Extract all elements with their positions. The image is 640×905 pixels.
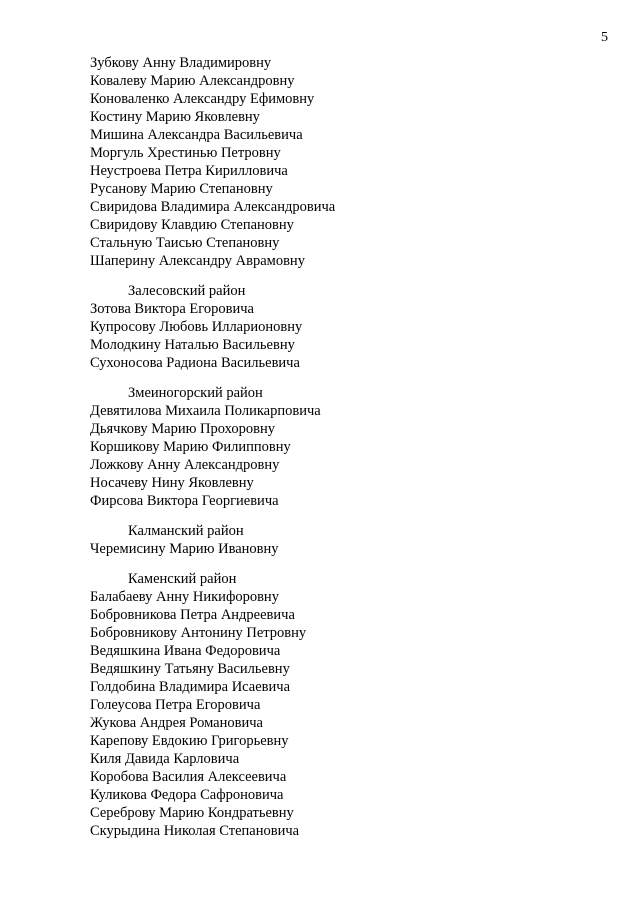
person-name: Жукова Андрея Романовича: [90, 715, 263, 731]
person-name: Бобровникова Петра Андреевича: [90, 607, 295, 623]
person-name: Девятилова Михаила Поликарповича: [90, 403, 321, 419]
person-name: Шаперину Александру Аврамовну: [90, 253, 305, 269]
person-name: Русанову Марию Степановну: [90, 181, 273, 197]
person-name: Ведяшкину Татьяну Васильевну: [90, 661, 290, 677]
district-title: Залесовский район: [128, 283, 246, 299]
person-name: Сереброву Марию Кондратьевну: [90, 805, 294, 821]
person-name: Купросову Любовь Илларионовну: [90, 319, 303, 335]
document-body: [90, 54, 610, 840]
person-name: Куликова Федора Сафроновича: [90, 787, 284, 803]
person-name: Балабаеву Анну Никифоровну: [90, 589, 279, 605]
person-name: Носачеву Нину Яковлевну: [90, 475, 254, 491]
person-name: Зотова Виктора Егоровича: [90, 301, 254, 317]
district-section: [90, 384, 610, 510]
district-title: Каменский район: [128, 571, 237, 587]
district-sections: [90, 282, 610, 840]
district-section: [90, 282, 610, 372]
person-name: Бобровникову Антонину Петровну: [90, 625, 307, 641]
intro-name-list: [90, 54, 610, 270]
person-name: Сухоносова Радиона Васильевича: [90, 355, 300, 371]
person-name: Голдобина Владимира Исаевича: [90, 679, 291, 695]
person-name: Карепову Евдокию Григорьевну: [90, 733, 289, 749]
person-name: Зубкову Анну Владимировну: [90, 55, 272, 71]
person-name: Ведяшкина Ивана Федоровича: [90, 643, 281, 659]
person-name: Костину Марию Яковлевну: [90, 109, 260, 125]
district-title: Змеиногорский район: [128, 385, 263, 401]
person-name: Ковалеву Марию Александровну: [90, 73, 295, 89]
person-name: Фирсова Виктора Георгиевича: [90, 493, 279, 509]
person-name: Моргуль Хрестинью Петровну: [90, 145, 281, 161]
person-name: Свиридову Клавдию Степановну: [90, 217, 294, 233]
person-name: Скурыдина Николая Степановича: [90, 823, 300, 839]
person-name: Мишина Александра Васильевича: [90, 127, 303, 143]
district-section: [90, 522, 610, 558]
person-name: Молодкину Наталью Васильевну: [90, 337, 295, 353]
district-section: [90, 570, 610, 840]
person-name: Неустроева Петра Кирилловича: [90, 163, 288, 179]
page-number: 5: [601, 30, 608, 45]
person-name: Дьячкову Марию Прохоровну: [90, 421, 275, 437]
person-name: Черемисину Марию Ивановну: [90, 541, 279, 557]
person-name: Коноваленко Александру Ефимовну: [90, 91, 315, 107]
person-name: Коршикову Марию Филипповну: [90, 439, 291, 455]
person-name: Ложкову Анну Александровну: [90, 457, 280, 473]
person-name: Стальную Таисью Степановну: [90, 235, 280, 251]
person-name: Киля Давида Карловича: [90, 751, 240, 767]
person-name: Коробова Василия Алексеевича: [90, 769, 287, 785]
person-name: Свиридова Владимира Александровича: [90, 199, 336, 215]
person-name: Голеусова Петра Егоровича: [90, 697, 261, 713]
district-title: Калманский район: [128, 523, 244, 539]
